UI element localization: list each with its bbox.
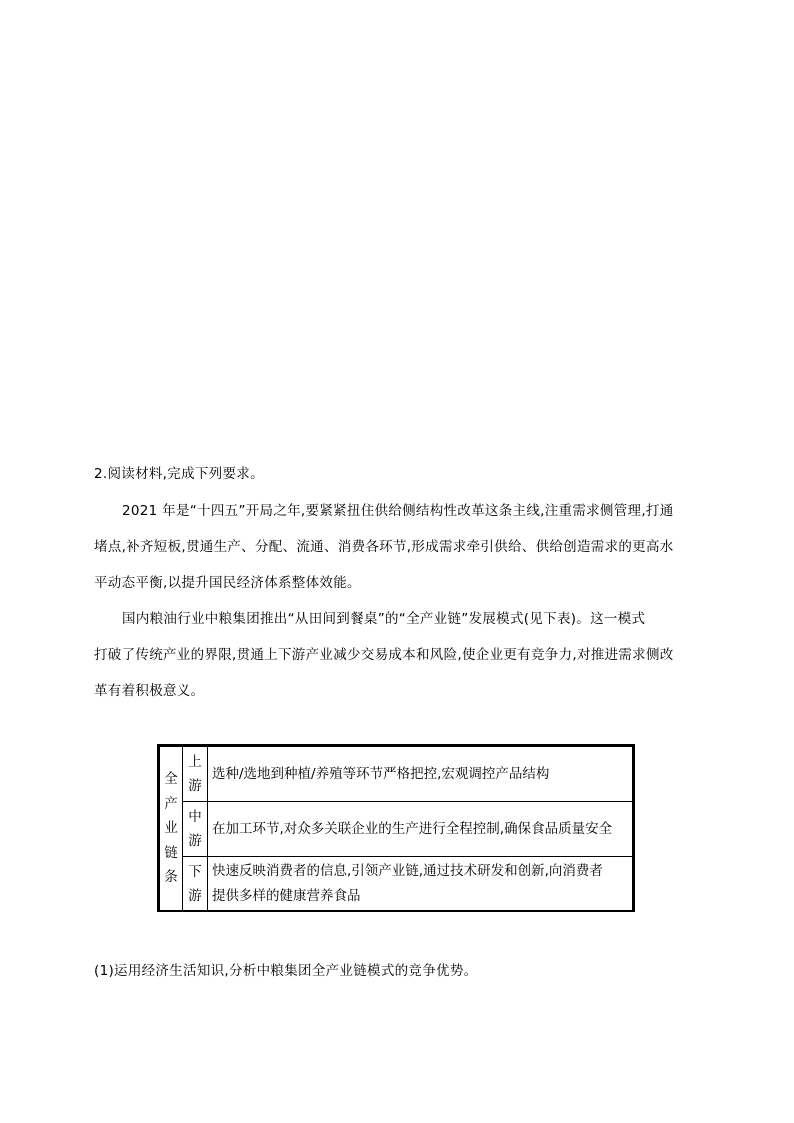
cell-text: 快速反映消费者的信息,引领产业链,通过技术研发和创新,向消费者: [212, 862, 603, 879]
header-char: 业: [164, 820, 178, 837]
table-row: [160, 857, 633, 911]
cell-text: 在加工环节,对众多关联企业的生产进行全程控制,确保食品质量安全: [212, 820, 613, 837]
paragraph-line: 堵点,补齐短板,贯通生产、分配、流通、消费各环节,形成需求牵引供给、供给创造需求的更高水: [94, 539, 674, 555]
stage-char: 上: [188, 754, 202, 770]
paragraph-line: 革有着积极意义。: [94, 683, 205, 699]
question-title: 2.阅读材料,完成下列要求。: [94, 466, 264, 482]
industry-chain-table: [157, 744, 635, 912]
sub-question: (1)运用经济生活知识,分析中粮集团全产业链模式的竞争优势。: [94, 963, 478, 979]
stage-char: 游: [188, 778, 202, 794]
header-char: 全: [164, 771, 178, 788]
content-cell-downstream: [208, 857, 633, 911]
cell-text: 选种/选地到种植/养殖等环节严格把控,宏观调控产品结构: [212, 765, 550, 782]
table-row: [160, 802, 633, 857]
table-header-cell: [160, 747, 183, 911]
stage-cell-upstream: [183, 747, 208, 802]
header-char: 条: [164, 869, 178, 886]
header-char: 链: [164, 844, 178, 861]
header-char: 产: [164, 795, 178, 812]
stage-cell-midstream: [183, 802, 208, 857]
paragraph-line: 国内粮油行业中粮集团推出“从田间到餐桌”的“全产业链”发展模式(见下表)。这一模式: [122, 611, 646, 627]
content-cell-upstream: [208, 747, 633, 802]
paragraph-line: 2021 年是“十四五”开局之年,要紧紧扭住供给侧结构性改革这条主线,注重需求侧管理,打通: [122, 503, 674, 519]
paragraph-line: 打破了传统产业的界限,贯通上下游产业减少交易成本和风险,使企业更有竞争力,对推进需求侧改: [94, 647, 674, 663]
stage-char: 中: [188, 809, 202, 825]
paragraph-line: 平动态平衡,以提升国民经济体系整体效能。: [94, 575, 361, 591]
stage-cell-downstream: [183, 857, 208, 911]
content-cell-midstream: [208, 802, 633, 857]
table-row: [160, 747, 633, 802]
stage-char: 游: [188, 833, 202, 849]
cell-text: 提供多样的健康营养食品: [212, 887, 361, 904]
stage-char: 下: [188, 863, 202, 880]
stage-char: 游: [188, 887, 202, 904]
